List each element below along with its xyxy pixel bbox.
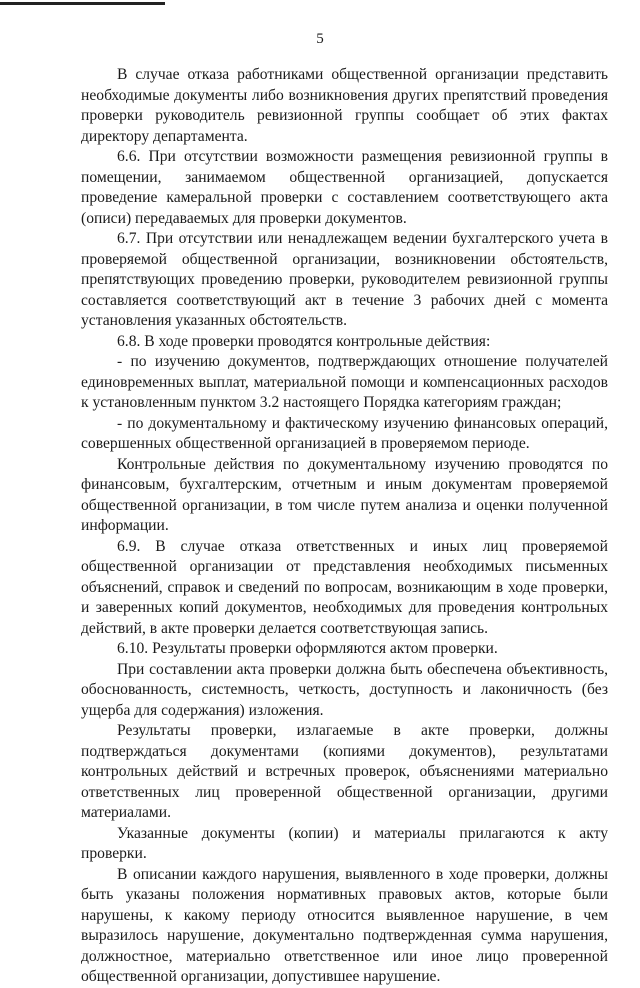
- paragraph-6-9: 6.9. В случае отказа ответственных и иных лиц проверяемой общественной организации от представления необходимых письменных объяснений, справок и сведений по вопросам, возникающим в ходе проверки, и заверенных копий документов, необходимых для проведения контрольных действий, в акте проверки делается соответствующая запись.: [81, 537, 608, 637]
- paragraph-6-6: 6.6. При отсутствии возможности размещения ревизионной группы в помещении, занимаемом общественной организацией, допускается проведение камеральной проверки с составлением соответствующего акта (описи) передаваемых для проверки документов.: [81, 148, 608, 227]
- list-item: - по документальному и фактическому изучению финансовых операций, совершенных общественной организацией в проверяемом периоде.: [81, 414, 608, 452]
- paragraph-6-8: 6.8. В ходе проверки проводятся контрольные действия:: [117, 332, 491, 350]
- paragraph: При составлении акта проверки должна быть обеспечена объективность, обоснованность, системность, четкость, доступность и лаконичность (без ущерба для содержания) изложения.: [81, 660, 608, 719]
- paragraph: В случае отказа работниками общественной организации представить необходимые документы либо возникновения других препятствий проведения проверки руководитель ревизионной группы сообщает об этих фактах директору департамента.: [81, 66, 608, 145]
- paragraph: Указанные документы (копии) и материалы прилагаются к акту проверки.: [81, 824, 608, 862]
- scan-edge-mark: [0, 2, 165, 5]
- paragraph: Результаты проверки, излагаемые в акте проверки, должны подтверждаться документами (копиями документов), результатами контрольных действий и встречных проверок, объяснениями материально ответственных лиц проверенной общественной организации, другими материалами.: [81, 722, 608, 821]
- list-item: - по изучению документов, подтверждающих отношение получателей единовременных выплат, материальной помощи и компенсационных расходов к установленным пунктом 3.2 настоящего Порядка категориям граждан;: [81, 353, 608, 411]
- paragraph: В описании каждого нарушения, выявленного в ходе проверки, должны быть указаны положения нормативных правовых актов, которые были нарушены, к какому периоду относится выявленное нарушение, в чем выразилось нарушение, документально подтвержденная сумма нарушения, должностное, материально ответственное или иное лицо проверенной общественной организации, допустившее нарушение.: [81, 865, 608, 985]
- page-number: 5: [316, 31, 324, 47]
- paragraph: Контрольные действия по документальному изучению проводятся по финансовым, бухгалтерским, отчетным и иным документам проверяемой общественной организации, в том числе путем анализа и оценки полученной информации.: [81, 455, 608, 534]
- paragraph-6-7: 6.7. При отсутствии или ненадлежащем ведении бухгалтерского учета в проверяемой общественной организации, возникновении обстоятельств, препятствующих проведению проверки, руководителем ревизионной группы составляется соответствующий акт в течение 3 рабочих дней с момента установления указанных обстоятельств.: [81, 230, 608, 329]
- document-body: [81, 65, 608, 988]
- paragraph-6-10: 6.10. Результаты проверки оформляются актом проверки.: [117, 640, 498, 657]
